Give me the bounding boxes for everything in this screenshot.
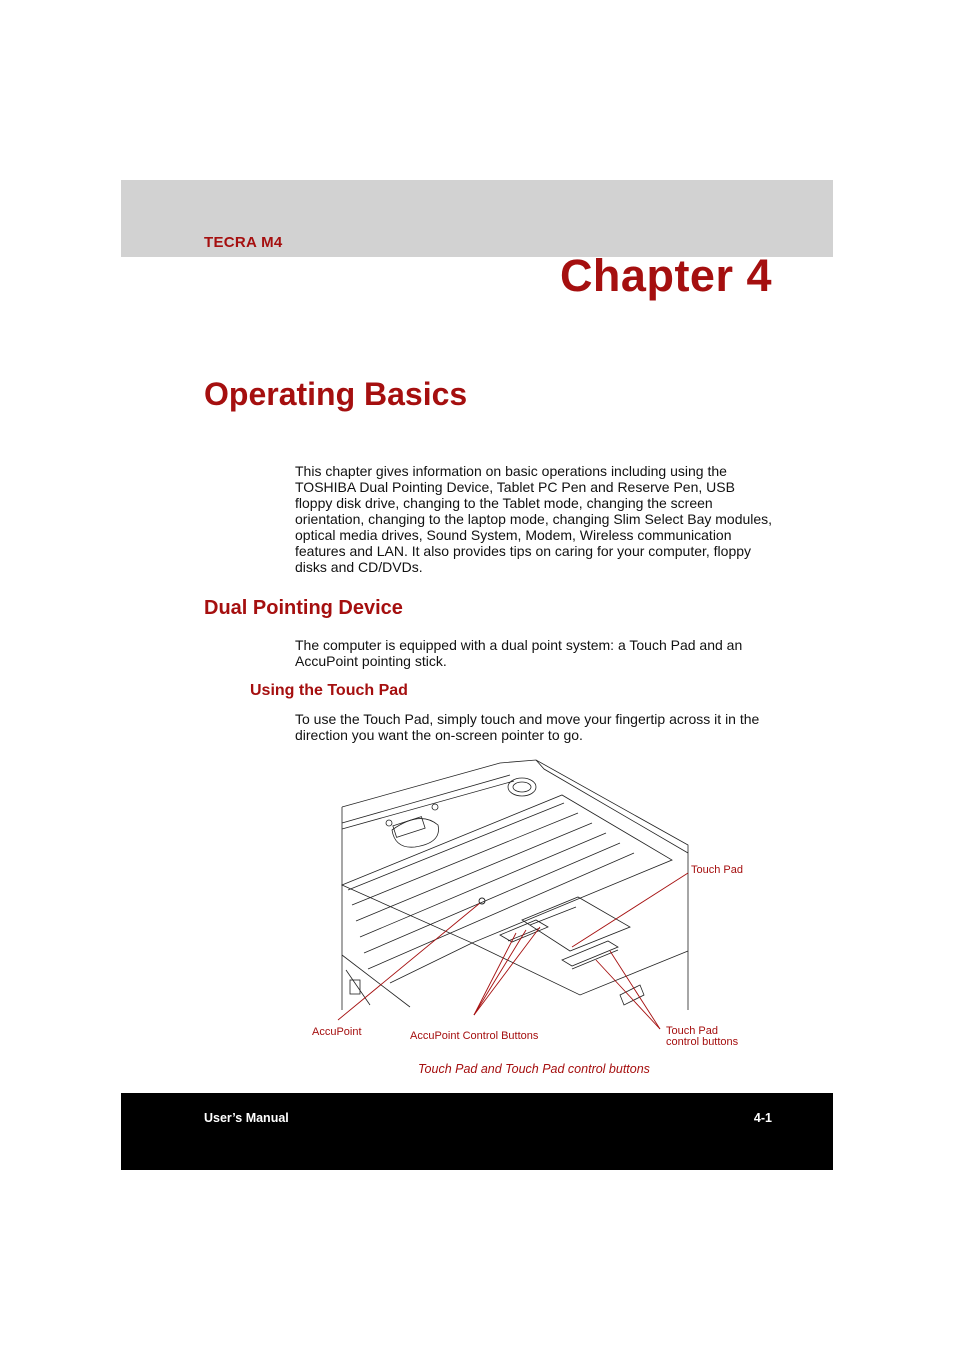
- subsection-paragraph: To use the Touch Pad, simply touch and move your fingertip across it in the direction you want the on-screen pointer to go.: [295, 711, 760, 743]
- intro-paragraph: This chapter gives information on basic operations including using the TOSHIBA Dual Pointing Device, Tablet PC Pen and Reserve Pen, USB floppy disk drive, changing to the Tablet mode, changing the screen orientation, changing to the laptop mode, changing Slim Select Bay modules, optical media drives, Sound System, Modem, Wireless communication features and LAN. It also provides tips on caring for your computer, floppy disks and CD/DVDs.: [295, 463, 773, 575]
- laptop-keyboard-drawing: [300, 755, 760, 1055]
- footer-band: [121, 1093, 833, 1170]
- footer-manual-title: User’s Manual: [204, 1111, 289, 1125]
- chapter-title: Chapter 4: [559, 250, 772, 301]
- figure-caption: Touch Pad and Touch Pad control buttons: [418, 1062, 650, 1076]
- section-paragraph: The computer is equipped with a dual point system: a Touch Pad and an AccuPoint pointing stick.: [295, 637, 743, 669]
- accupoint-buttons-label: AccuPoint Control Buttons: [410, 1030, 539, 1042]
- subsection-heading: Using the Touch Pad: [250, 682, 408, 699]
- touch-pad-buttons-label-line1: Touch Pad: [666, 1025, 718, 1037]
- page-title: Operating Basics: [204, 376, 468, 412]
- footer-page-number: 4-1: [753, 1111, 772, 1125]
- section-heading: Dual Pointing Device: [204, 597, 403, 619]
- model-name: TECRA M4: [204, 234, 283, 251]
- accupoint-label: AccuPoint: [312, 1026, 362, 1038]
- touch-pad-label: Touch Pad: [691, 864, 743, 876]
- touch-pad-illustration: [300, 755, 760, 1055]
- touch-pad-buttons-label-line2: control buttons: [666, 1036, 739, 1048]
